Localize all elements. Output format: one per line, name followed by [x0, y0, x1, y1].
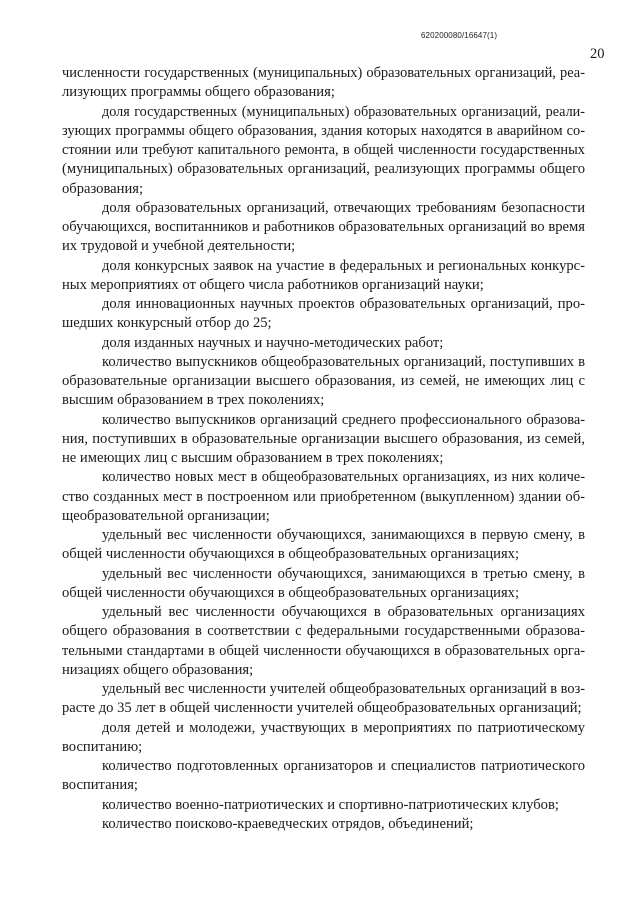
- text-line: количество выпускников организаций среднего профессионального образова-: [102, 411, 585, 428]
- document-id: 620200080/16647(1): [421, 31, 498, 40]
- text-line: доля детей и молодежи, участвующих в мероприятиях по патриотическому: [102, 719, 585, 736]
- text-line: удельный вес численности обучающихся, занимающихся в первую смену, в: [102, 527, 585, 543]
- text-line: расте до 35 лет в общей численности учителей общеобразовательных организаций;: [62, 700, 582, 717]
- text-line: низациях общего образования;: [62, 661, 254, 678]
- text-line: общего образования в соответствии с федеральными государственными образова-: [62, 623, 585, 640]
- text-line: их трудовой и учебной деятельности;: [62, 238, 296, 255]
- text-line: зующих программы общего образования, здания которых находятся в аварийном со-: [62, 122, 585, 139]
- text-line: воспитанию;: [62, 738, 143, 755]
- text-line: количество военно-патриотических и спортивно-патриотических клубов;: [102, 796, 559, 813]
- text-line: доля инновационных научных проектов образовательных организаций, про-: [102, 296, 585, 312]
- text-line: тельными стандартами в общей численности обучающихся в образовательных орга-: [62, 642, 585, 659]
- text-line: количество подготовленных организаторов и специалистов патриотического: [102, 758, 585, 774]
- text-line: общей численности обучающихся в общеобразовательных организациях;: [62, 584, 520, 601]
- text-line: удельный вес численности обучающихся в образовательных организациях: [102, 604, 585, 620]
- text-line: количество новых мест в общеобразовательных организациях, из них количе-: [102, 469, 585, 486]
- text-line: стоянии или требуют капитального ремонта, в общей численности государственных: [62, 142, 585, 158]
- text-line: ных мероприятиях от общего числа работников организаций науки;: [62, 276, 484, 293]
- text-line: численности государственных (муниципальных) образовательных организаций, реа-: [62, 65, 585, 81]
- text-line: ния, поступивших в образовательные организации высшего образования, из семей,: [62, 430, 585, 447]
- text-line: образования;: [62, 180, 144, 197]
- text-line: (муниципальных) образовательных организаций, реализующих программы общего: [62, 161, 585, 178]
- text-line: доля образовательных организаций, отвечающих требованиям безопасности: [102, 199, 585, 216]
- text-line: ство созданных мест в построенном или приобретенном (выкупленном) здании об-: [62, 488, 585, 505]
- text-line: не имеющих лиц с высшим образованием в трех поколениях;: [62, 450, 444, 466]
- text-line: обучающихся, воспитанников и работников образовательных организаций во время: [62, 219, 585, 235]
- text-line: общей численности обучающихся в общеобразовательных организациях;: [62, 546, 520, 563]
- page-number: 20: [590, 46, 605, 62]
- text-line: доля изданных научных и научно-методических работ;: [102, 334, 444, 351]
- text-line: доля конкурсных заявок на участие в федеральных и региональных конкурс-: [102, 257, 585, 274]
- text-line: удельный вес численности обучающихся, занимающихся в третью смену, в: [102, 565, 585, 582]
- text-line: щеобразовательной организации;: [62, 507, 270, 524]
- text-line: удельный вес численности учителей общеобразовательных организаций в воз-: [102, 681, 585, 697]
- text-line: высшим образованием в трех поколениях;: [62, 392, 325, 409]
- text-line: образовательные организации высшего образования, из семей, не имеющих лиц с: [62, 373, 585, 389]
- text-line: шедших конкурсный отбор до 25;: [62, 315, 272, 332]
- text-line: количество выпускников общеобразовательных организаций, поступивших в: [102, 353, 585, 370]
- text-line: доля государственных (муниципальных) образовательных организаций, реали-: [102, 103, 585, 120]
- document-body-text: [62, 64, 585, 834]
- text-line: количество поисково-краеведческих отрядов, объединений;: [102, 815, 474, 832]
- text-line: лизующих программы общего образования;: [62, 84, 335, 101]
- text-line: воспитания;: [62, 777, 138, 794]
